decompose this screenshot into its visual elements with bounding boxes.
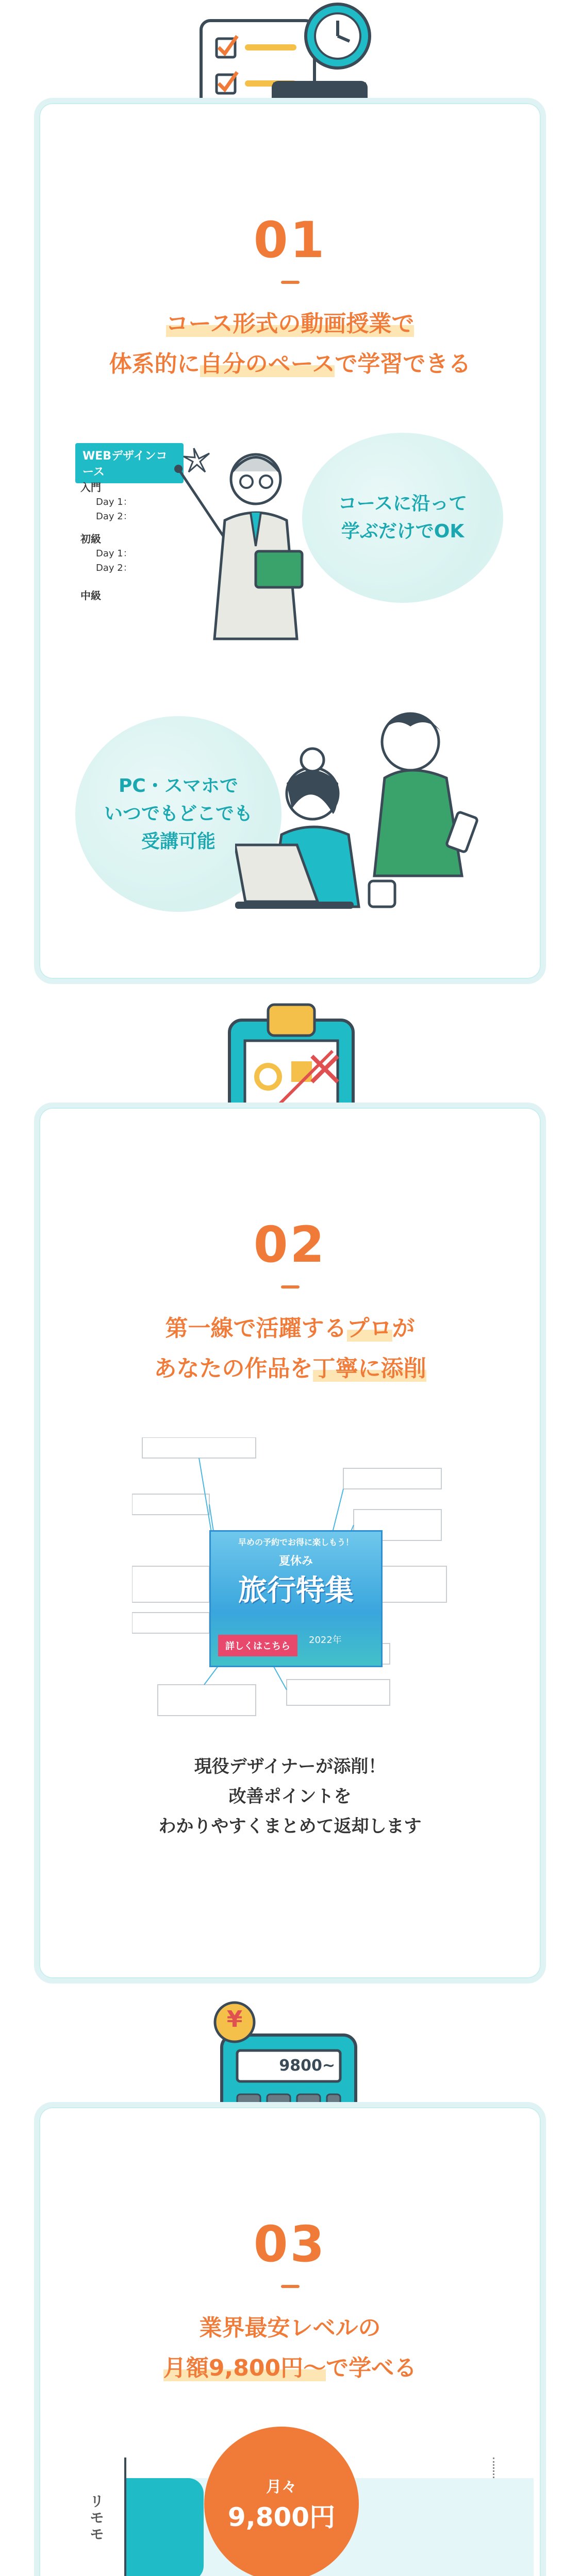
- banner-title: 旅行特集: [238, 1574, 354, 1607]
- heading-highlight: 丁寧に添削: [312, 1355, 426, 1382]
- learners-illustration: [235, 675, 524, 943]
- feature-heading: [39, 2308, 541, 2388]
- heading-text: で学習できる: [335, 351, 471, 377]
- price-bubble: [204, 2427, 359, 2576]
- heading-highlight: 月額9,800円〜: [163, 2355, 326, 2381]
- heading-text: 体系的に: [109, 351, 200, 377]
- feature-number: 03: [253, 2215, 327, 2273]
- price-prefix: 月々: [266, 2478, 297, 2496]
- heading-text: あなたの作品を: [154, 1355, 313, 1382]
- course-item: 中級: [80, 589, 101, 602]
- bar-label: リモモ: [88, 2494, 105, 2543]
- yen-coin-mark: ¥: [226, 2006, 243, 2032]
- banner-top-text: 早めの予約でお得に楽しもう！: [238, 1537, 354, 1547]
- description-line: 改善ポイントを: [228, 1786, 352, 1807]
- divider: [281, 2285, 300, 2288]
- heading-text: 第一線で活躍する: [165, 1315, 347, 1342]
- bubble-text: コースに沿って: [338, 493, 468, 514]
- course-item: 入門: [80, 481, 101, 494]
- feature-bubble: [302, 433, 503, 603]
- feature-heading: [39, 304, 541, 384]
- divider: [281, 281, 300, 284]
- heading-text: が: [392, 1315, 415, 1342]
- bubble-text: いつでもどこでも: [104, 803, 253, 824]
- course-item: Day 2：: [96, 563, 132, 573]
- banner-date: 2022年: [309, 1635, 342, 1646]
- heading-text: で学べる: [326, 2355, 417, 2381]
- course-panel: [75, 443, 184, 602]
- description-line: 現役デザイナーが添削！: [194, 1756, 386, 1777]
- price-bar: [126, 2478, 204, 2576]
- feature-number: 02: [253, 1216, 327, 1274]
- calculator-display: 9800~: [279, 2057, 335, 2075]
- course-item: 初級: [80, 533, 101, 545]
- feature-number: 01: [253, 211, 327, 269]
- heading-line-1: コース形式の動画授業で: [165, 311, 415, 337]
- banner-button[interactable]: 詳しくはこちら: [218, 1635, 297, 1656]
- heading-highlight: プロ: [346, 1315, 392, 1342]
- feature-heading: [39, 1309, 541, 1389]
- divider: [281, 1285, 300, 1289]
- bubble-text: 学ぶだけでOK: [341, 521, 465, 542]
- bubble-text: PC・スマホで: [118, 775, 239, 796]
- travel-banner: [209, 1530, 383, 1667]
- price-comparison: [39, 2458, 541, 2576]
- course-item: Day 2：: [96, 511, 132, 522]
- teacher-illustration: [168, 428, 323, 644]
- course-item: Day 1：: [96, 497, 132, 507]
- feature-card-2: [34, 1103, 546, 1984]
- course-tag: WEBデザインコース: [75, 443, 184, 483]
- price-value: 9,800円: [227, 2502, 336, 2532]
- feature-card-3: [34, 2102, 546, 2576]
- banner-subtitle: 夏休み: [278, 1555, 313, 1568]
- heading-text: 業界最安レベルの: [199, 2315, 381, 2341]
- description-line: わかりやすくまとめて返却します: [158, 1816, 422, 1837]
- heading-highlight: 自分のペース: [200, 351, 335, 377]
- bubble-text: 受講可能: [141, 831, 216, 852]
- feature-card-1: [34, 98, 546, 984]
- feature-description: [39, 1752, 541, 1841]
- course-item: Day 1：: [96, 548, 132, 559]
